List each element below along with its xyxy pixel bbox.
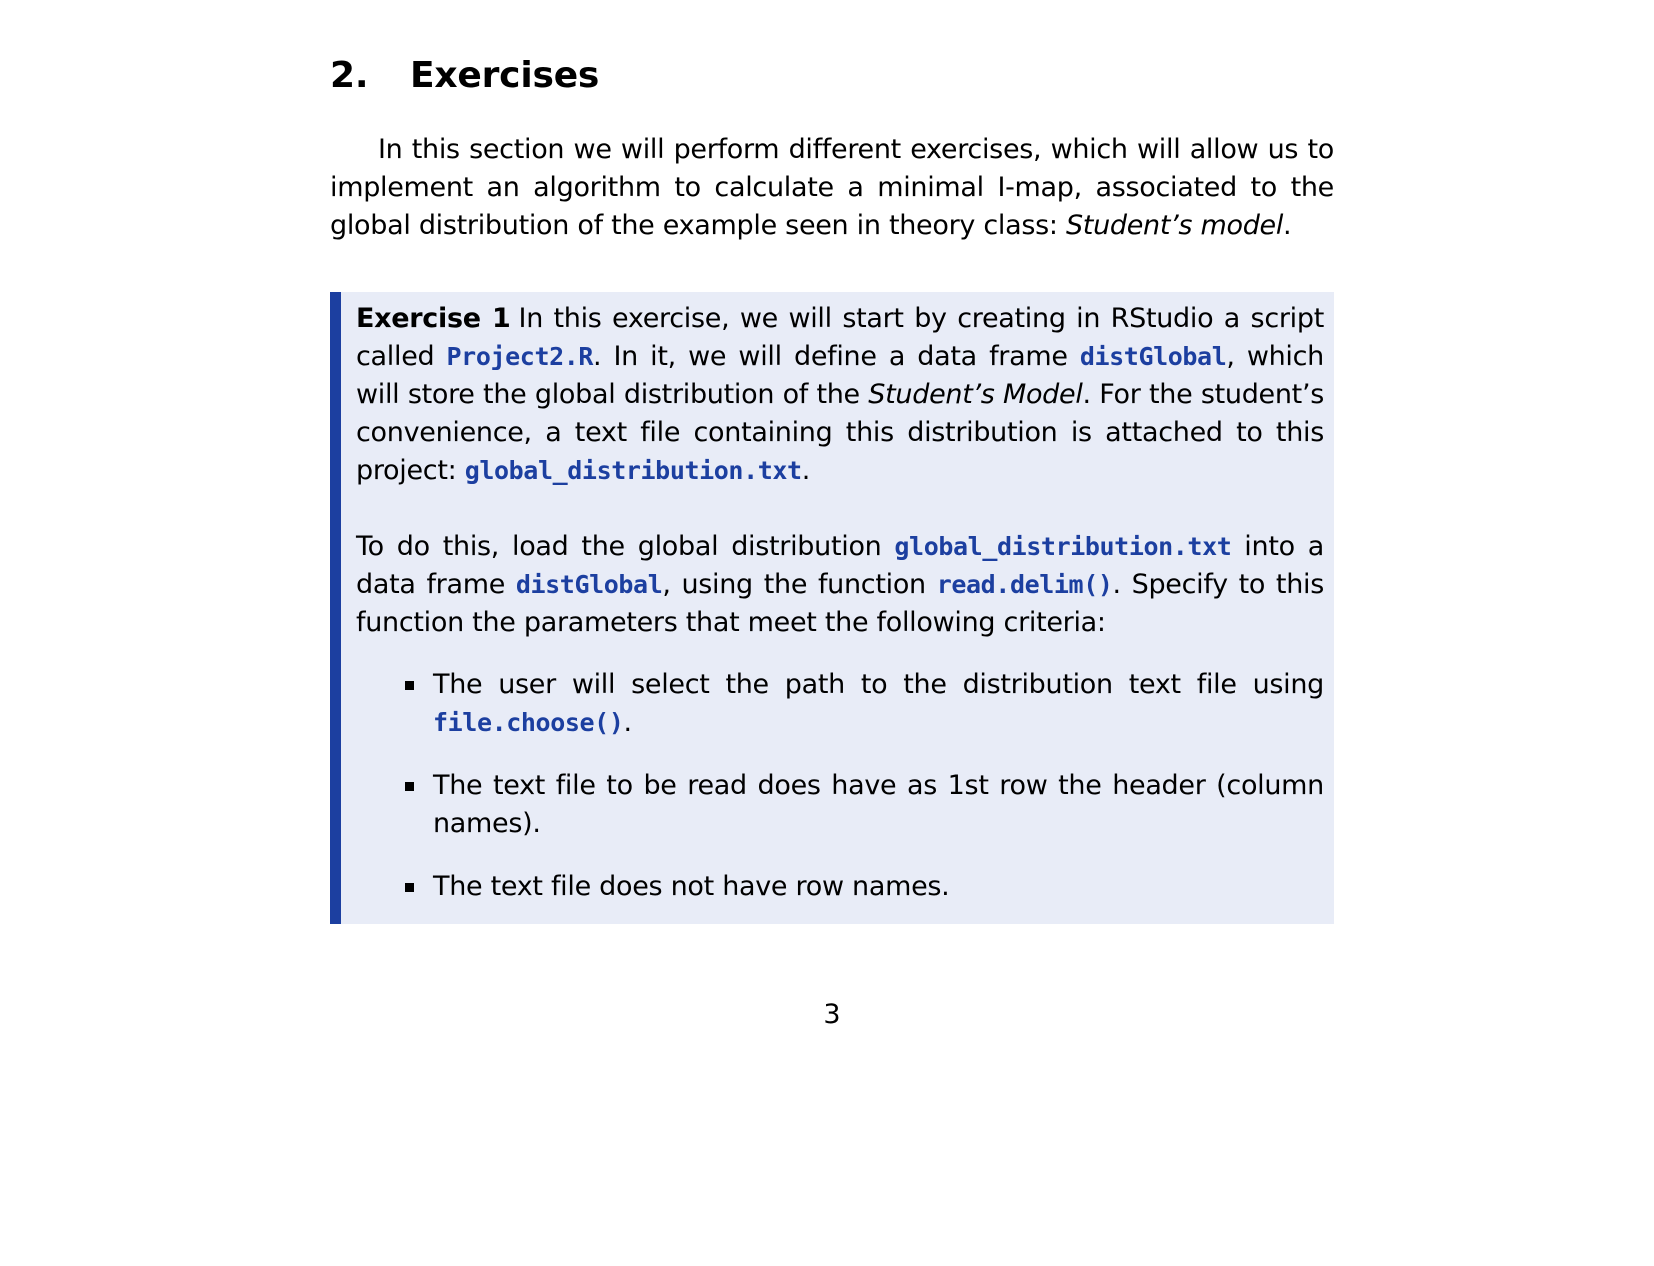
exercise-paragraph-2 (356, 528, 1324, 642)
exercise-text: . (801, 455, 810, 486)
list-item-text: The text file does not have row names. (433, 871, 950, 902)
code-distglobal: distGlobal (1079, 342, 1227, 371)
intro-emphasis: Student’s model (1065, 210, 1284, 241)
list-item (356, 666, 1324, 742)
intro-end: . (1283, 210, 1292, 241)
document-page (330, 0, 1334, 1266)
list-item-text: . (623, 707, 632, 738)
exercise-text: To do this, load the global distribution (356, 531, 895, 562)
square-bullet-icon (405, 782, 414, 791)
criteria-list (356, 666, 1324, 906)
code-project-file: Project2.R (446, 342, 594, 371)
exercise-text: . Specify to this function the parameters that meet the following criteria: (356, 569, 1324, 638)
code-distglobal: distGlobal (515, 570, 663, 599)
list-item (356, 868, 1324, 906)
exercise-box (330, 292, 1334, 924)
code-distribution-file: global_distribution.txt (894, 532, 1232, 561)
exercise-text: into a data frame (356, 531, 1324, 600)
list-item-text: The user will select the path to the distribution text file using (433, 669, 1324, 700)
list-item (356, 767, 1324, 843)
section-number: 2. (330, 55, 369, 96)
square-bullet-icon (405, 883, 414, 892)
page-number: 3 (823, 999, 841, 1030)
list-item-text: The text file to be read does have as 1st row the header (column names). (433, 770, 1324, 839)
square-bullet-icon (405, 681, 414, 690)
section-title: Exercises (410, 55, 600, 96)
exercise-text: . In it, we will define a data frame (593, 341, 1080, 372)
code-distribution-file: global_distribution.txt (464, 456, 802, 485)
exercise-text: , using the function (662, 569, 937, 600)
exercise-paragraph-1 (356, 300, 1324, 490)
exercise-content (356, 300, 1324, 931)
exercise-title: Exercise 1 (356, 303, 511, 334)
exercise-text: . For the student’s convenience, a text file containing this distribution is attached to this project: (356, 379, 1324, 486)
code-file-choose: file.choose() (433, 708, 624, 737)
section-heading (330, 50, 599, 102)
intro-text: In this section we will perform different exercises, which will allow us to implement an algorithm to calculate a minimal I-map, associated to the global distribution of the example seen in theory class: (330, 134, 1334, 241)
intro-paragraph (330, 131, 1334, 245)
exercise-emphasis: Student’s Model (868, 379, 1083, 410)
exercise-text: In this exercise, we will start by creating in RStudio a script called (356, 303, 1324, 372)
exercise-text: , which will store the global distribution of the (356, 341, 1324, 410)
code-read-delim: read.delim() (936, 570, 1113, 599)
